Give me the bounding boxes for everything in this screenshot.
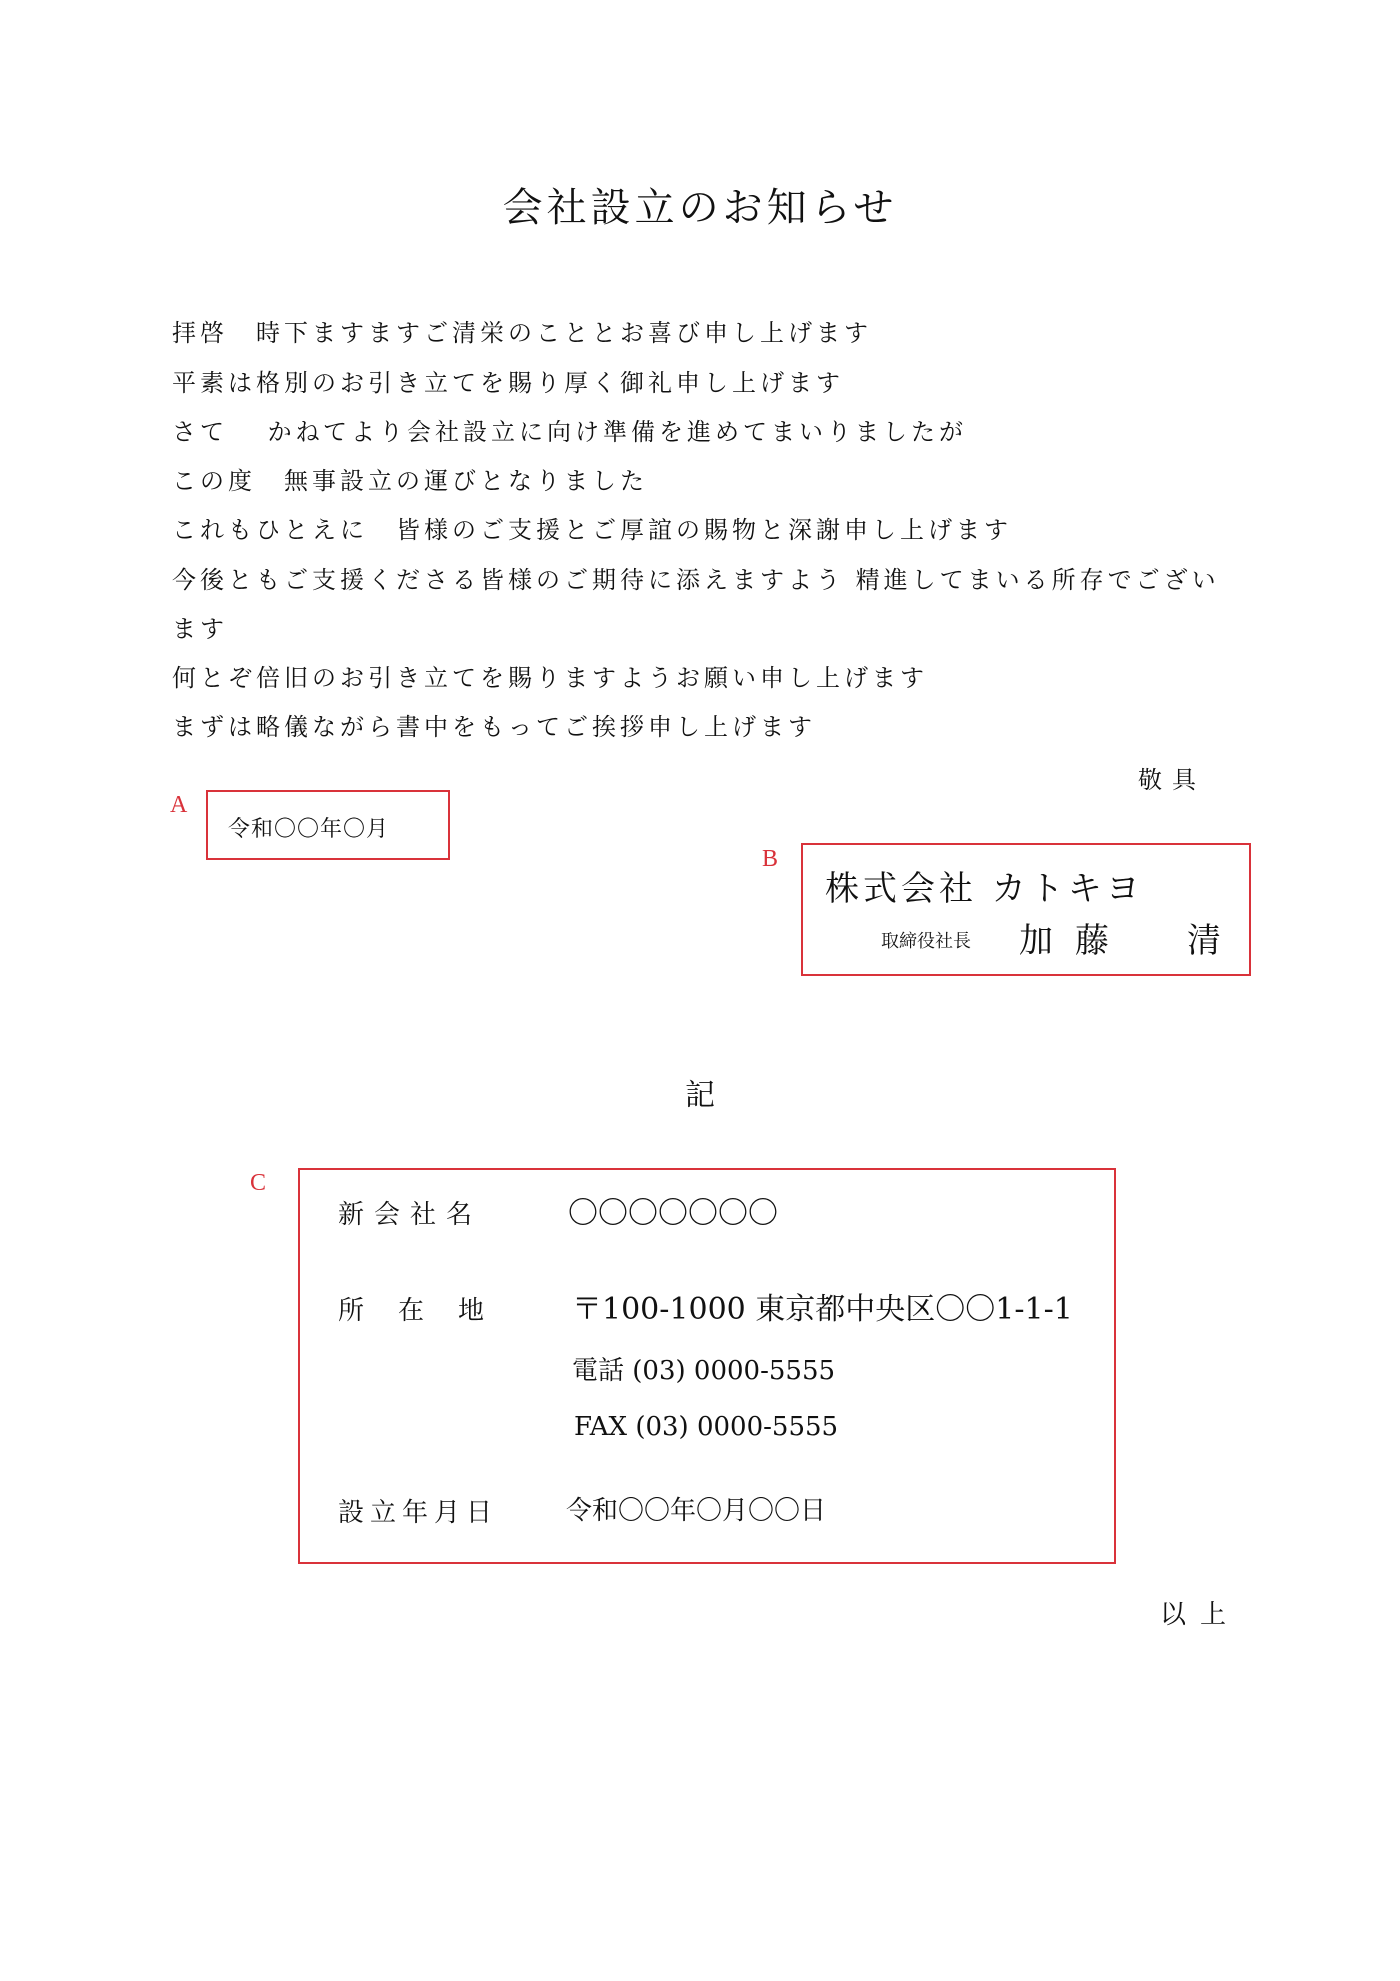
sender-position: 取締役社長: [881, 931, 971, 952]
established-value: 令和〇〇年〇月〇〇日: [566, 1496, 827, 1526]
document-title: 会社設立のお知らせ: [502, 185, 898, 231]
body-line: まずは略儀ながら書中をもってご挨拶申し上げます: [172, 713, 816, 741]
details-box: [298, 1168, 1116, 1564]
marker-c: C: [250, 1170, 267, 1196]
body-line: さて かねてより会社設立に向け準備を進めてまいりましたが: [172, 418, 968, 446]
closing-keigu: 敬具: [1138, 766, 1206, 794]
body-line: 平素は格別のお引き立てを賜り厚く御礼申し上げます: [172, 369, 844, 397]
body-line: これもひとえに 皆様のご支援とご厚誼の賜物と深謝申し上げます: [172, 516, 1012, 544]
ending-ijo: 以上: [1160, 1600, 1241, 1630]
sender-box: [801, 843, 1251, 976]
body-line: 拝啓 時下ますますご清栄のこととお喜び申し上げます: [172, 319, 872, 347]
ki-heading: 記: [685, 1078, 715, 1113]
body-line: 何とぞ倍旧のお引き立てを賜りますようお願い申し上げます: [172, 664, 928, 692]
letter-date: 令和〇〇年〇月: [228, 817, 390, 842]
body-line: 今後ともご支援くださる皆様のご期待に添えますよう 精進してまいる所存でござい: [172, 566, 1220, 594]
date-box: [206, 790, 450, 860]
body-line: ます: [172, 615, 228, 643]
body-line: この度 無事設立の運びとなりました: [172, 467, 648, 495]
fax-value: FAX (03) 0000-5555: [574, 1412, 839, 1442]
company-value: 〇〇〇〇〇〇〇: [568, 1196, 778, 1231]
marker-b: B: [762, 846, 779, 872]
sender-name: 加藤 清: [1019, 921, 1243, 961]
address-value: 〒100-1000 東京都中央区〇〇1-1-1: [572, 1292, 1073, 1327]
sender-company: 株式会社 カトキヨ: [825, 869, 1144, 909]
company-label: 新会社名: [338, 1200, 483, 1230]
marker-a: A: [170, 792, 188, 818]
established-label: 設立年月日: [338, 1498, 499, 1528]
address-label: 所 在 地: [338, 1296, 489, 1326]
phone-value: 電話 (03) 0000-5555: [572, 1356, 836, 1386]
